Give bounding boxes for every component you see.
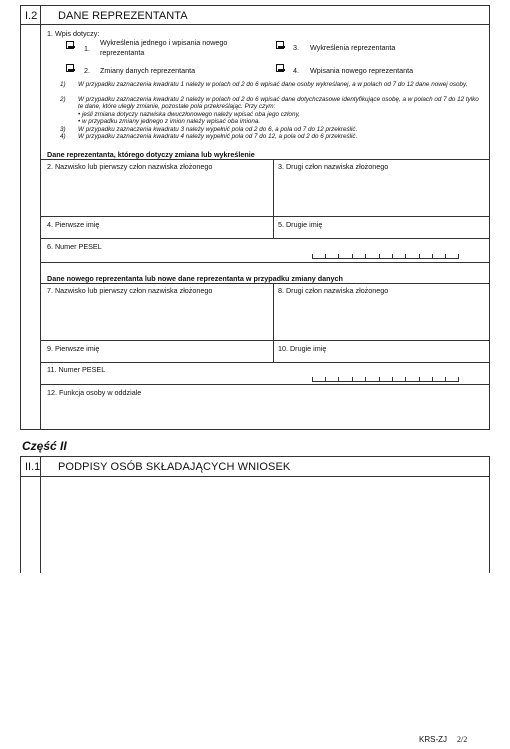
option-3-label: Wykreślenia reprezentanta [310, 43, 396, 52]
pesel-old-input[interactable] [312, 254, 459, 259]
new-data-row-divider-1 [40, 340, 490, 341]
section-i2-number: I.2 [25, 10, 38, 22]
field-11-label: 11. Numer PESEL [47, 365, 106, 374]
old-data-bottom-line [40, 262, 490, 263]
option-1-label: Wykreślenia jednego i wpisania nowego reprezentanta [100, 38, 228, 57]
section-i2-header-divider [20, 24, 490, 25]
option-4-label: Wpisania nowego reprezentanta [310, 66, 414, 75]
option-2-label: Zmiany danych reprezentanta [100, 66, 196, 75]
field-7-label: 7. Nazwisko lub pierwszy człon nazwiska złożonego [47, 286, 213, 295]
checkbox-option-1[interactable] [66, 41, 74, 49]
signature-area[interactable] [41, 477, 489, 573]
note-1-text: W przypadku zaznaczenia kwadratu 1 należy w polach od 2 do 6 wpisać dane osoby wykreślanej, a w polach od 7 do 12 dane nowej osoby. [78, 81, 468, 88]
checkbox-option-2[interactable] [66, 64, 74, 72]
note-3-number: 3) [60, 126, 66, 133]
checkbox-option-3[interactable] [276, 41, 284, 49]
field-5-label: 5. Drugie imię [278, 220, 323, 229]
old-data-column-divider [273, 159, 274, 238]
part-ii-heading: Część II [22, 439, 67, 453]
new-representative-heading: Dane nowego reprezentanta lub nowe dane reprezentanta w przypadku zmiany danych [47, 274, 343, 283]
field-2-label: 2. Nazwisko lub pierwszy człon nazwiska złożonego [47, 162, 213, 171]
old-data-row-divider-2 [40, 238, 490, 239]
note-3-text: W przypadku zaznaczenia kwadratu 3 należy wypełnić pola od 2 do 6, a pola od 7 do 12 przekreślić. [78, 126, 358, 133]
option-1-number: 1. [84, 44, 90, 53]
section-i2-number-column [40, 5, 41, 25]
checkbox-option-4[interactable] [276, 64, 284, 72]
section-i2-title: DANE REPREZENTANTA [58, 10, 188, 22]
field-12-label: 12. Funkcja osoby w oddziale [47, 388, 142, 397]
section-i2-left-margin [40, 24, 41, 430]
new-data-row-divider-2 [40, 362, 490, 363]
option-3-number: 3. [293, 43, 299, 52]
field-3-label: 3. Drugi człon nazwiska złożonego [278, 162, 389, 171]
option-2-number: 2. [84, 66, 90, 75]
new-data-row-divider-3 [40, 384, 490, 385]
section-ii1-title: PODPISY OSÓB SKŁADAJĄCYCH WNIOSEK [58, 461, 291, 473]
note-1-number: 1) [60, 81, 66, 88]
pesel-new-input[interactable] [312, 377, 459, 382]
old-representative-heading: Dane reprezentanta, którego dotyczy zmiana lub wykreślenie [47, 150, 255, 159]
field-4-label: 4. Pierwsze imię [47, 220, 100, 229]
note-2-text: W przypadku zaznaczenia kwadratu 2 należy w polach od 2 do 6 wpisać dane dotychczasowe identyfikujące osobę, a w polach od 7 do 12 tylko te dane, które uległy zmianie, pozostałe pola przekreślając. Przy czym: • jeśli zmiana dotyczy nazwiska dwuczłonowego należy wpisać oba jego człony, • w przypadku zmiany jednego z imion należy wpisać oba imiona. [78, 96, 479, 126]
old-data-row-divider-1 [40, 216, 490, 217]
field-6-label: 6. Numer PESEL [47, 242, 102, 251]
field-9-label: 9. Pierwsze imię [47, 344, 100, 353]
old-data-top-line [40, 159, 490, 160]
note-2-number: 2) [60, 96, 66, 103]
new-data-column-divider [273, 283, 274, 362]
note-4-number: 4) [60, 133, 66, 140]
wpis-dotyczy-label: 1. Wpis dotyczy: [47, 29, 100, 38]
note-4-text: W przypadku zaznaczenia kwadratu 4 należy wypełnić pola od 7 do 12, a pola od 2 do 6 przekreślić. [78, 133, 358, 140]
section-ii1-number: II.1 [25, 461, 41, 473]
field-8-label: 8. Drugi człon nazwiska złożonego [278, 286, 389, 295]
page-number: 2/2 [457, 735, 468, 744]
field-10-label: 10. Drugie imię [278, 344, 327, 353]
new-data-top-line [40, 283, 490, 284]
option-4-number: 4. [293, 66, 299, 75]
form-code: KRS-ZJ [419, 735, 447, 744]
